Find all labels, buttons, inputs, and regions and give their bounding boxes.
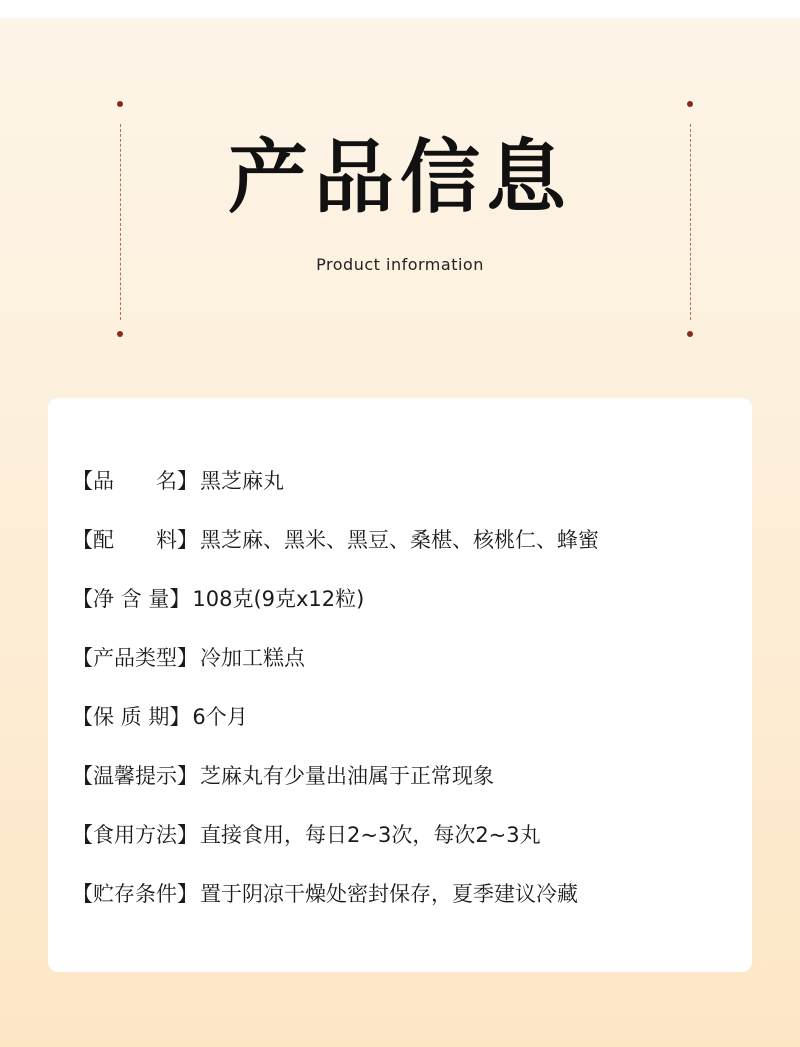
info-label: 【品 名】 [72,469,198,493]
info-label: 【产品类型】 [72,646,198,670]
info-value: 108克(9克x12粒) [192,587,365,611]
info-row-shelf-life [72,700,248,732]
info-value: 黑芝麻、黑米、黑豆、桑椹、核桃仁、蜂蜜 [200,528,599,552]
info-value: 黑芝麻丸 [200,469,284,493]
info-value: 置于阴凉干燥处密封保存，夏季建议冷藏 [200,882,578,906]
info-card [48,398,752,972]
info-value: 冷加工糕点 [200,646,305,670]
info-row-net-weight [72,582,364,614]
info-row-type [72,641,305,673]
top-strip [0,0,800,18]
page-title: 产品信息 [228,131,572,224]
info-label: 【温馨提示】 [72,764,198,788]
decor-dot-top-right [687,101,693,107]
info-row-ingredients [72,523,599,555]
info-row-name [72,464,284,496]
info-row-storage [72,877,578,909]
info-label: 【净 含 量】 [72,587,191,611]
info-value: 直接食用，每日2~3次，每次2~3丸 [200,823,541,847]
info-row-tips [72,759,494,791]
info-row-usage [72,818,541,850]
decor-dot-bottom-left [117,331,123,337]
info-label: 【保 质 期】 [72,705,191,729]
info-label: 【食用方法】 [72,823,198,847]
info-label: 【贮存条件】 [72,882,198,906]
info-value: 6个月 [192,705,248,729]
decor-dot-top-left [117,101,123,107]
decor-dot-bottom-right [687,331,693,337]
info-label: 【配 料】 [72,528,198,552]
page-subtitle: Product information [316,255,484,274]
info-value: 芝麻丸有少量出油属于正常现象 [200,764,494,788]
